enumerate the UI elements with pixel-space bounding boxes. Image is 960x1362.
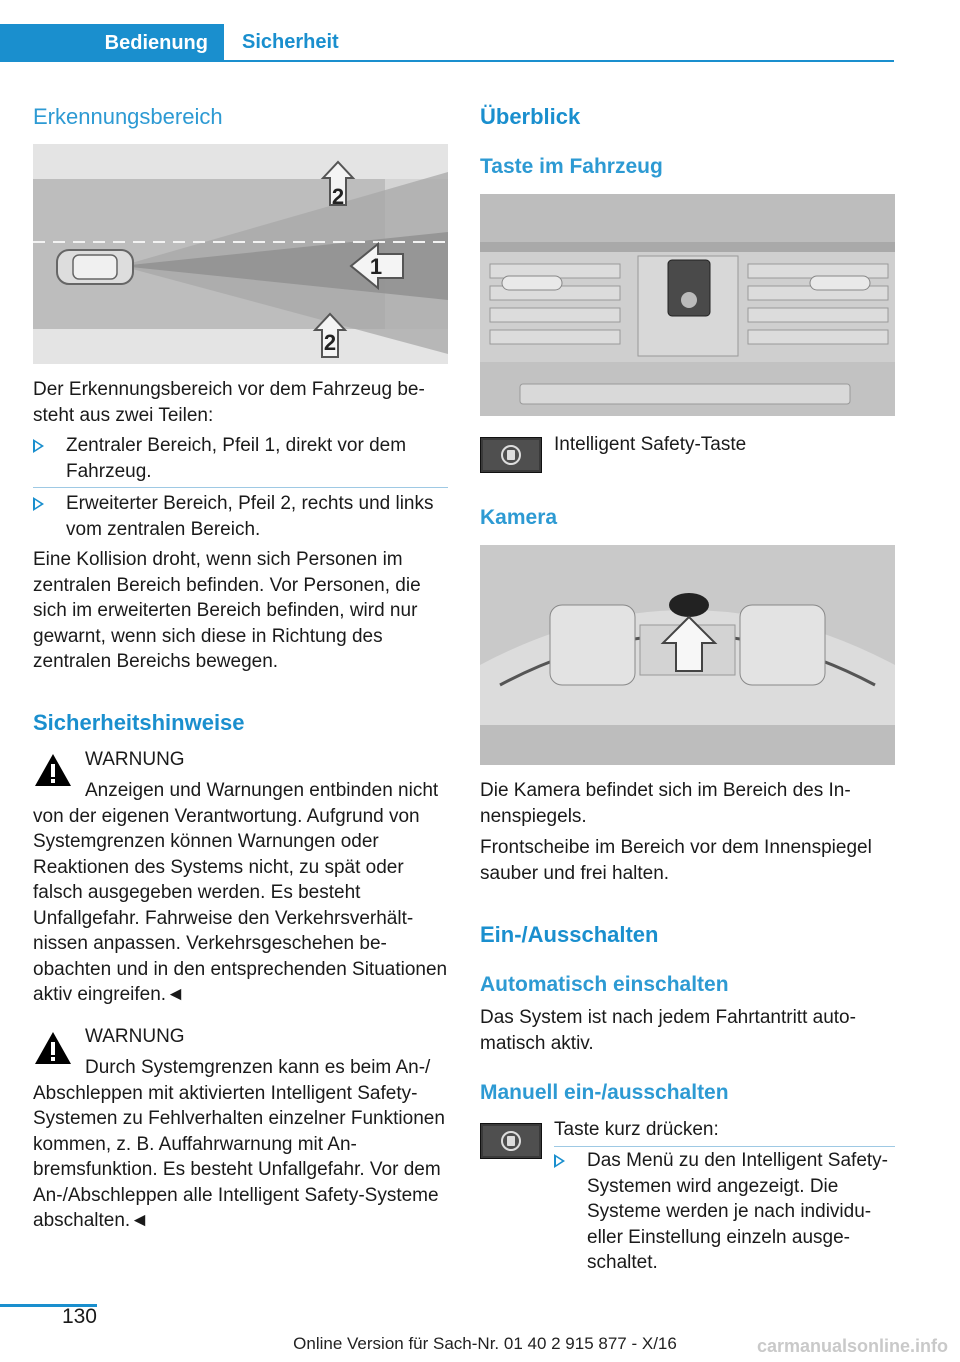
heading-sicherheitshinweise: Sicherheitshinweise — [33, 710, 245, 735]
warning2-text: Durch Systemgrenzen kann es beim An-/ Abschleppen mit aktivierten Intelligent Safety-Systemen zu Fehlverhalten einzelner Funktionen kommen, z. B. Auffahrwarnung mit Anbremsfunktion. Es besteht Unfallgefahr. Vor dem An-/Abschleppen alle Intelligent Safety-Systeme abschalten.◄ — [33, 1057, 445, 1231]
tab-bedienung[interactable]: Bedienung — [0, 24, 224, 62]
divider — [554, 1146, 895, 1147]
heading-erkennungsbereich: Erkennungsbereich — [33, 104, 223, 129]
warning1-text: Anzeigen und Warnungen entbinden nicht von der eigenen Verantwortung. Aufgrund von Systemgrenzen können Warnungen oder Reaktionen des Systems nicht, zu spät oder falsch ausgegeben werden. Es besteht Unfallgefahr. Fahrweise den Verkehrsverhältnissen anpassen. Verkehrsgeschehen beobachten und in den entsprechenden Situationen aktiv eingreifen.◄ — [33, 780, 448, 1005]
intelligent-safety-button-icon — [480, 437, 542, 473]
list-item: Das Menü zu den Intelligent Safety-Systemen wird angezeigt. Die Systeme werden je nach individueller Einstellung einzeln ausgeschaltet. — [554, 1148, 895, 1276]
divider — [33, 487, 448, 488]
heading-ein-ausschalten: Ein-/Ausschalten — [480, 922, 659, 947]
camera-clean-text: Frontscheibe im Bereich vor dem Innenspiegel sauber und frei halten. — [480, 837, 872, 884]
figure-label-2-bottom: 2 — [323, 330, 337, 355]
heading-manuell-ein-ausschalten: Manuell ein-/ausschalten — [480, 1081, 729, 1104]
footer-version: Online Version für Sach-Nr. 01 40 2 915 877 - X/16 — [293, 1334, 677, 1353]
list-item: Erweiterter Bereich, Pfeil 2, rechts und links vom zentralen Bereich. — [33, 491, 448, 542]
heading-ueberblick: Überblick — [480, 104, 581, 129]
page-number: 130 — [61, 1305, 97, 1328]
collision-paragraph: Eine Kollision droht, wenn sich Personen im zentralen Bereich befinden. Vor Personen, die sich im erweiterten Bereich befinden, wird nur gewarnt, wenn sich diese in Richtung des zentralen Bereichs bewegen. — [33, 549, 421, 672]
detection-area-figure — [33, 144, 448, 364]
intelligent-safety-button-icon — [480, 1123, 542, 1159]
heading-automatisch-einschalten: Automatisch einschalten — [480, 973, 729, 996]
auto-text: Das System ist nach jedem Fahrtantritt automatisch aktiv. — [480, 1007, 856, 1054]
bullet-triangle-icon — [33, 439, 44, 453]
figure-label-2-top: 2 — [331, 184, 345, 209]
dashboard-button-photo — [480, 194, 895, 416]
bullet-triangle-icon — [554, 1154, 565, 1168]
camera-location-text: Die Kamera befindet sich im Bereich des Innenspiegels. — [480, 780, 851, 827]
camera-photo — [480, 545, 895, 765]
list-item: Zentraler Bereich, Pfeil 1, direkt vor dem Fahrzeug. — [33, 433, 448, 484]
heading-kamera: Kamera — [480, 506, 558, 529]
warning1-title: WARNUNG — [85, 749, 185, 770]
tab-sicherheit[interactable]: Sicherheit — [224, 24, 894, 62]
figure-label-1: 1 — [369, 254, 383, 279]
intro-text: Der Erkennungsbereich vor dem Fahrzeug besteht aus zwei Teilen: — [33, 379, 425, 426]
header-bar — [0, 0, 960, 62]
heading-taste-im-fahrzeug: Taste im Fahrzeug — [480, 155, 663, 178]
watermark: carmanualsonline.info — [756, 1336, 948, 1356]
bullet-triangle-icon — [33, 497, 44, 511]
warning2-title: WARNUNG — [85, 1026, 185, 1047]
press-text: Taste kurz drücken: — [554, 1119, 719, 1140]
button-caption: Intelligent Safety-Taste — [554, 434, 747, 455]
